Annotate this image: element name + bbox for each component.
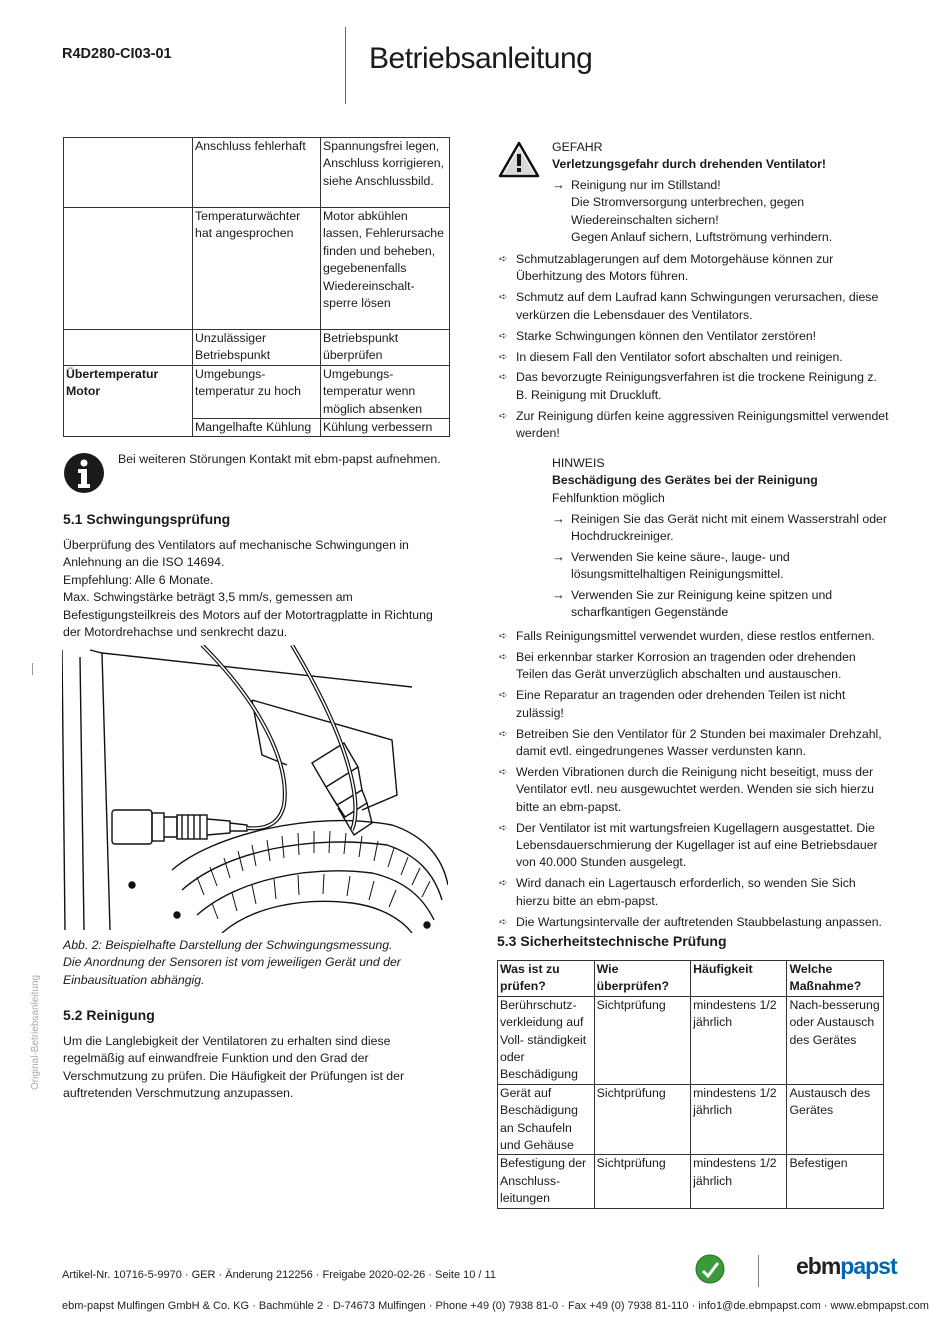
column-header: Was ist zu prüfen? xyxy=(498,961,595,997)
list-item xyxy=(499,628,889,645)
table-row xyxy=(498,996,884,1084)
list-item xyxy=(499,369,889,404)
document-id: R4D280-CI03-01 xyxy=(62,46,172,62)
cleaning-bullets-a xyxy=(499,251,889,446)
brand-divider xyxy=(758,1255,759,1287)
arrow-bullet-icon: ➪ xyxy=(499,916,508,928)
hint-action-text: Reinigen Sie das Gerät nicht mit einem Wasserstrahl oder Hochdruckreiniger. xyxy=(571,512,887,544)
section-heading-5-1: 5.1 Schwingungsprüfung xyxy=(63,511,231,527)
section-heading-5-2: 5.2 Reinigung xyxy=(63,1007,155,1023)
column-header: Welche Maßnahme? xyxy=(787,961,884,997)
table-cell: Sichtprüfung xyxy=(594,1155,691,1208)
arrow-bullet-icon: ➪ xyxy=(499,651,508,663)
arrow-bullet-icon: ➪ xyxy=(499,372,508,384)
document-title: Betriebsanleitung xyxy=(369,42,593,75)
list-item xyxy=(499,875,889,910)
warning-triangle-icon xyxy=(498,141,540,178)
bullet-text: Bei erkennbar starker Korrosion an tragenden oder drehenden Teilen das Gerät unverzüglich abschalten und austauschen. xyxy=(516,649,856,682)
arrow-right-icon: → xyxy=(552,548,565,564)
arrow-bullet-icon: ➪ xyxy=(499,631,508,642)
arrow-bullet-icon: ➪ xyxy=(499,766,508,778)
danger-action-text: Gegen Anlauf sichern, Luftströmung verhindern. xyxy=(571,230,833,245)
danger-label: GEFAHR xyxy=(552,140,603,154)
info-note-text: Bei weiteren Störungen Kontakt mit ebm-papst aufnehmen. xyxy=(118,452,441,466)
table-cell: Austausch des Gerätes xyxy=(787,1084,884,1155)
table-cell: mindestens 1/2 jährlich xyxy=(691,996,787,1084)
danger-action-text: Die Stromversorgung unterbrechen, gegen Wiedereinschalten sichern! xyxy=(571,195,805,227)
bullet-text: Die Wartungsintervalle der auftretenden Staubbelastung anpassen. xyxy=(516,914,882,929)
section-5-1-text xyxy=(63,537,448,641)
hint-notice xyxy=(552,455,882,507)
list-item xyxy=(552,549,887,584)
bullet-text: Werden Vibrationen durch die Reinigung nicht beseitigt, muss der Ventilator evtl. neu ausgewuchtet werden. Wenden sie sich hierzu bitte an ebm-papst. xyxy=(516,764,874,814)
arrow-bullet-icon: ➪ xyxy=(499,878,508,890)
list-item xyxy=(499,328,889,345)
table-cell: Befestigen xyxy=(787,1155,884,1208)
section-heading-5-3: 5.3 Sicherheitstechnische Prüfung xyxy=(497,933,727,949)
list-item xyxy=(499,726,889,761)
list-item xyxy=(499,251,889,286)
arrow-bullet-icon: ➪ xyxy=(499,822,508,834)
bullet-text: Falls Reinigungsmittel verwendet wurden, diese restlos entfernen. xyxy=(516,629,875,643)
table-cell-category: Übertemperatur Motor xyxy=(64,365,193,418)
table-cell: Kühlung verbessern xyxy=(321,419,450,437)
list-item xyxy=(499,649,889,684)
hint-title: Beschädigung des Gerätes bei der Reinigung xyxy=(552,473,818,488)
ebmpapst-logo xyxy=(796,1253,897,1280)
bullet-text: Zur Reinigung dürfen keine aggressiven Reinigungsmittel verwendet werden! xyxy=(516,408,889,441)
column-header: Häufigkeit xyxy=(691,961,787,997)
table-cell: mindestens 1/2 jährlich xyxy=(691,1084,787,1155)
arrow-right-icon: → xyxy=(552,177,565,192)
bullet-text: Schmutz auf dem Laufrad kann Schwingungen verursachen, diese verkürzen die Lebensdauer des Ventilators. xyxy=(516,290,879,322)
table-row xyxy=(64,330,450,366)
cleaning-bullets-b xyxy=(499,628,889,935)
table-cell: Mangelhafte Kühlung xyxy=(193,419,321,437)
table-header-row xyxy=(498,961,884,997)
table-cell: Befestigung der Anschluss-leitungen xyxy=(498,1155,595,1208)
arrow-bullet-icon: ➪ xyxy=(499,330,508,342)
table-row xyxy=(64,365,450,418)
table-cell: Umgebungs-temperatur zu hoch xyxy=(193,365,321,418)
list-item xyxy=(499,687,889,722)
table-cell: Nach-besserung oder Austausch des Gerätes xyxy=(787,996,884,1084)
table-cell: Berührschutz-verkleidung auf Voll- ständigkeit oder Beschädigung xyxy=(498,996,595,1084)
bullet-text: Eine Reparatur an tragenden oder drehenden Teilen ist nicht zulässig! xyxy=(516,688,846,720)
troubleshooting-table xyxy=(63,137,450,437)
arrow-bullet-icon: ➪ xyxy=(499,728,508,740)
table-cell: Gerät auf Beschädigung an Schaufeln und Gehäuse xyxy=(498,1084,595,1155)
table-cell: Sichtprüfung xyxy=(594,1084,691,1155)
danger-notice xyxy=(552,139,882,174)
caption-line: Abb. 2: Beispielhafte Darstellung der Schwingungsmessung. xyxy=(63,938,393,952)
arrow-bullet-icon: ➪ xyxy=(499,254,508,265)
table-cell: Unzulässiger Betriebspunkt xyxy=(193,330,321,366)
list-item xyxy=(552,511,887,546)
hint-actions xyxy=(552,511,887,624)
table-cell: Motor abkühlen lassen, Fehlerursache finden und beheben, gegebenenfalls Wiedereinschalt-sperre lösen xyxy=(321,208,450,330)
list-item xyxy=(499,349,889,366)
table-row xyxy=(498,1084,884,1155)
arrow-right-icon: → xyxy=(552,586,565,602)
bullet-text: Starke Schwingungen können den Ventilator zerstören! xyxy=(516,328,817,343)
arrow-bullet-icon: ➪ xyxy=(499,351,508,363)
bullet-text: Schmutzablagerungen auf dem Motorgehäuse können zur Überhitzung des Motors führen. xyxy=(516,252,834,284)
list-item xyxy=(499,764,889,816)
table-cell xyxy=(64,419,193,437)
table-cell: mindestens 1/2 jährlich xyxy=(691,1155,787,1208)
hint-action-text: Verwenden Sie keine säure-, lauge- und lösungsmittelhaltigen Reinigungsmittel. xyxy=(571,549,790,582)
list-item xyxy=(552,177,882,247)
paragraph: Empfehlung: Alle 6 Monate. xyxy=(63,572,214,587)
brand-part-ebm: ebm xyxy=(796,1253,841,1279)
table-cell xyxy=(64,208,193,330)
table-cell: Umgebungs-temperatur wenn möglich absenken xyxy=(321,365,450,418)
hint-label: HINWEIS xyxy=(552,456,605,470)
table-cell: Temperaturwächter hat angesprochen xyxy=(193,208,321,330)
side-label: Original-Betriebsanleitung xyxy=(30,974,41,1090)
bullet-text: In diesem Fall den Ventilator sofort abschalten und reinigen. xyxy=(516,349,843,364)
section-5-2-text: Um die Langlebigkeit der Ventilatoren zu erhalten sind diese regelmäßig auf einwandfreie Funktion und den Grad der Verschmutzung zu prüfen. Die Häufigkeit der Prüfungen ist der auftretenden Verschmutzung anzupassen. xyxy=(63,1034,405,1101)
bullet-text: Der Ventilator ist mit wartungsfreien Kugellagern ausgestattet. Die Lebensdauerschmierung der Kugellager ist auf eine Betriebsdauer von 40.000 Stunden ausgelegt. xyxy=(516,820,878,870)
table-cell xyxy=(64,330,193,366)
vibration-measurement-figure xyxy=(62,645,448,933)
info-icon xyxy=(63,452,105,494)
list-item xyxy=(499,914,889,931)
table-cell: Anschluss fehlerhaft xyxy=(193,138,321,208)
bullet-text: Betreiben Sie den Ventilator für 2 Stunden bei maximaler Drehzahl, damit evtl. eingedrungenes Wasser verdunsten kann. xyxy=(516,726,882,758)
footer-address: ebm-papst Mulfingen GmbH & Co. KG · Bachmühle 2 · D-74673 Mulfingen · Phone +49 (0) 7938 81-0 · Fax +49 (0) 7938 81-110 · info1@de.ebmpapst.com · www.ebmpapst.com xyxy=(62,1300,929,1312)
danger-action-text: Reinigung nur im Stillstand! xyxy=(571,178,721,192)
table-row xyxy=(64,208,450,330)
hint-action-text: Verwenden Sie zur Reinigung keine spitzen und scharfkantigen Gegenstände xyxy=(571,587,833,620)
header-divider xyxy=(345,27,346,104)
list-item xyxy=(499,408,889,443)
table-cell: Spannungsfrei legen, Anschluss korrigieren, siehe Anschlussbild. xyxy=(321,138,450,208)
arrow-bullet-icon: ➪ xyxy=(499,410,508,422)
list-item xyxy=(552,587,887,622)
danger-actions xyxy=(552,177,882,250)
paragraph: Überprüfung des Ventilators auf mechanische Schwingungen in Anlehnung an die ISO 14694. xyxy=(63,538,409,570)
brand-part-papst: papst xyxy=(840,1253,897,1279)
bullet-text: Wird danach ein Lagertausch erforderlich, so wenden Sie Sich hierzu bitte an ebm-papst. xyxy=(516,876,856,908)
margin-tick xyxy=(32,663,33,675)
table-row xyxy=(64,419,450,437)
column-header: Wie überprüfen? xyxy=(594,961,691,997)
table-cell: Sichtprüfung xyxy=(594,996,691,1084)
list-item xyxy=(499,820,889,872)
table-cell xyxy=(64,138,193,208)
green-tech-logo xyxy=(695,1254,725,1284)
table-cell: Betriebspunkt überprüfen xyxy=(321,330,450,366)
arrow-right-icon: → xyxy=(552,511,565,526)
arrow-bullet-icon: ➪ xyxy=(499,690,508,702)
list-item xyxy=(499,289,889,324)
paragraph: Max. Schwingstärke beträgt 3,5 mm/s, gemessen am Befestigungsteilkreis des Motors auf der Motortragplatte in Richtung der Motordrehachse und senkrecht dazu. xyxy=(63,590,433,640)
footer-meta: Artikel-Nr. 10716-5-9970 · GER · Änderung 212256 · Freigabe 2020-02-26 · Seite 10 / 11 xyxy=(62,1269,496,1281)
bullet-text: Das bevorzugte Reinigungsverfahren ist die trockene Reinigung z. B. Reinigung mit Druckluft. xyxy=(516,370,877,402)
safety-check-table xyxy=(497,960,884,1209)
caption-line: Die Anordnung der Sensoren ist vom jeweiligen Gerät und der Einbausituation abhängig. xyxy=(63,955,401,987)
danger-title: Verletzungsgefahr durch drehenden Ventilator! xyxy=(552,157,826,172)
arrow-bullet-icon: ➪ xyxy=(499,292,508,304)
hint-subtitle: Fehlfunktion möglich xyxy=(552,490,665,505)
table-row xyxy=(64,138,450,208)
table-row xyxy=(498,1155,884,1208)
figure-caption xyxy=(63,937,448,989)
